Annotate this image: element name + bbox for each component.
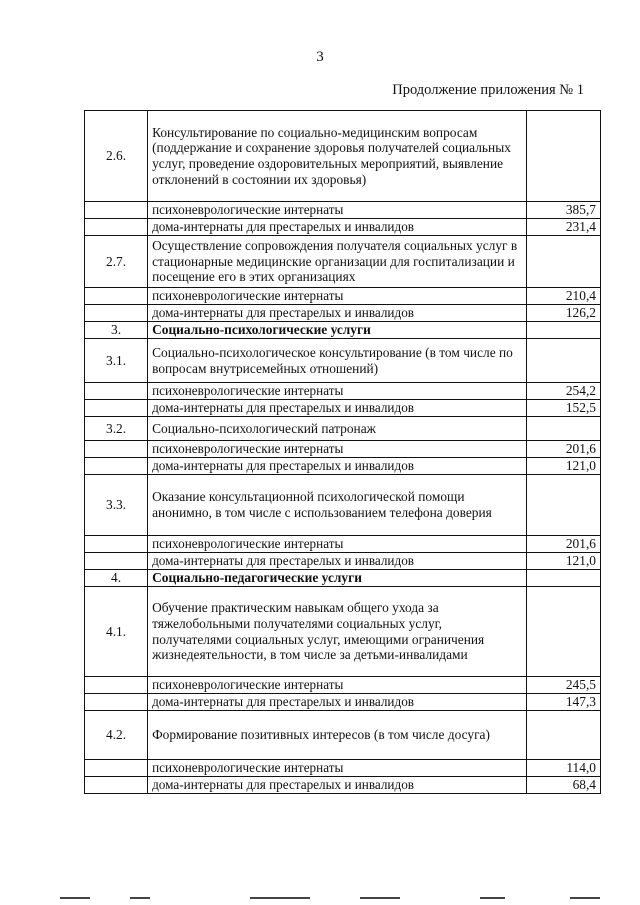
row-number	[85, 677, 148, 694]
row-number	[85, 536, 148, 553]
tariff-value	[526, 236, 600, 288]
institution-type: дома-интернаты для престарелых и инвалидов	[148, 458, 527, 475]
row-number: 3.	[85, 322, 148, 339]
tariff-value	[526, 322, 600, 339]
row-number: 2.6.	[85, 111, 148, 202]
tariff-row	[85, 219, 601, 236]
service-name: Формирование позитивных интересов (в том числе досуга)	[148, 711, 527, 760]
institution-type: психоневрологические интернаты	[148, 677, 527, 694]
section-title: Социально-психологические услуги	[148, 322, 527, 339]
tariff-value: 152,5	[526, 400, 600, 417]
tariff-value: 147,3	[526, 694, 600, 711]
row-number: 4.2.	[85, 711, 148, 760]
tariff-value	[526, 111, 600, 202]
scan-edge-marks	[60, 896, 600, 899]
institution-type: дома-интернаты для престарелых и инвалидов	[148, 400, 527, 417]
service-name: Социально-психологический патронаж	[148, 417, 527, 441]
tariff-value	[526, 570, 600, 587]
tariff-row	[85, 400, 601, 417]
tariff-row	[85, 694, 601, 711]
service-row	[85, 111, 601, 202]
institution-type: дома-интернаты для престарелых и инвалидов	[148, 305, 527, 322]
institution-type: психоневрологические интернаты	[148, 383, 527, 400]
tariff-value: 210,4	[526, 288, 600, 305]
row-number	[85, 458, 148, 475]
tariff-row	[85, 553, 601, 570]
page-number: 3	[316, 49, 324, 65]
row-number	[85, 202, 148, 219]
row-number	[85, 305, 148, 322]
table-body	[85, 111, 601, 794]
service-row	[85, 236, 601, 288]
tariff-row	[85, 202, 601, 219]
appendix-note: Продолжение приложения № 1	[392, 82, 584, 98]
tariff-row	[85, 536, 601, 553]
institution-type: дома-интернаты для престарелых и инвалидов	[148, 777, 527, 794]
tariff-value: 254,2	[526, 383, 600, 400]
institution-type: дома-интернаты для престарелых и инвалидов	[148, 694, 527, 711]
tariff-value: 385,7	[526, 202, 600, 219]
service-name: Консультирование по социально-медицинским вопросам (поддержание и сохранение здоровья получателей социальных услуг, проведение оздоровительных мероприятий, выявление отклонений в состоянии их здоровья)	[148, 111, 527, 202]
row-number: 3.2.	[85, 417, 148, 441]
tariff-row	[85, 677, 601, 694]
tariff-value	[526, 711, 600, 760]
service-row	[85, 339, 601, 383]
tariff-value	[526, 417, 600, 441]
row-number	[85, 694, 148, 711]
row-number: 3.3.	[85, 475, 148, 536]
row-number	[85, 400, 148, 417]
row-number	[85, 219, 148, 236]
row-number	[85, 760, 148, 777]
tariff-row	[85, 383, 601, 400]
institution-type: психоневрологические интернаты	[148, 288, 527, 305]
services-tariff-table	[84, 110, 601, 794]
section-title: Социально-педагогические услуги	[148, 570, 527, 587]
service-name: Обучение практическим навыкам общего ухода за тяжелобольными получателями социальных услуг, получателями социальных услуг, имеющими ограничения жизнедеятельности, в том числе за детьми-инвалидами	[148, 587, 527, 677]
service-row	[85, 587, 601, 677]
tariff-row	[85, 305, 601, 322]
tariff-row	[85, 288, 601, 305]
row-number: 4.1.	[85, 587, 148, 677]
tariff-row	[85, 777, 601, 794]
row-number: 4.	[85, 570, 148, 587]
service-name: Социально-психологическое консультирование (в том числе по вопросам внутрисемейных отношений)	[148, 339, 527, 383]
tariff-value	[526, 475, 600, 536]
row-number	[85, 383, 148, 400]
service-row	[85, 711, 601, 760]
institution-type: психоневрологические интернаты	[148, 441, 527, 458]
service-name: Осуществление сопровождения получателя социальных услуг в стационарные медицинские организации для госпитализации и посещение его в этих организациях	[148, 236, 527, 288]
tariff-value	[526, 587, 600, 677]
tariff-value	[526, 339, 600, 383]
service-row	[85, 475, 601, 536]
tariff-value: 231,4	[526, 219, 600, 236]
tariff-value: 121,0	[526, 553, 600, 570]
tariff-row	[85, 458, 601, 475]
service-name: Оказание консультационной психологической помощи анонимно, в том числе с использованием телефона доверия	[148, 475, 527, 536]
tariff-value: 68,4	[526, 777, 600, 794]
tariff-value: 121,0	[526, 458, 600, 475]
row-number: 2.7.	[85, 236, 148, 288]
row-number	[85, 777, 148, 794]
section-row	[85, 322, 601, 339]
institution-type: психоневрологические интернаты	[148, 760, 527, 777]
section-row	[85, 570, 601, 587]
row-number: 3.1.	[85, 339, 148, 383]
tariff-value: 114,0	[526, 760, 600, 777]
institution-type: дома-интернаты для престарелых и инвалидов	[148, 553, 527, 570]
row-number	[85, 288, 148, 305]
tariff-value: 245,5	[526, 677, 600, 694]
tariff-row	[85, 441, 601, 458]
institution-type: дома-интернаты для престарелых и инвалидов	[148, 219, 527, 236]
tariff-value: 201,6	[526, 441, 600, 458]
service-row	[85, 417, 601, 441]
tariff-value: 201,6	[526, 536, 600, 553]
tariff-row	[85, 760, 601, 777]
row-number	[85, 553, 148, 570]
institution-type: психоневрологические интернаты	[148, 202, 527, 219]
tariff-value: 126,2	[526, 305, 600, 322]
row-number	[85, 441, 148, 458]
institution-type: психоневрологические интернаты	[148, 536, 527, 553]
